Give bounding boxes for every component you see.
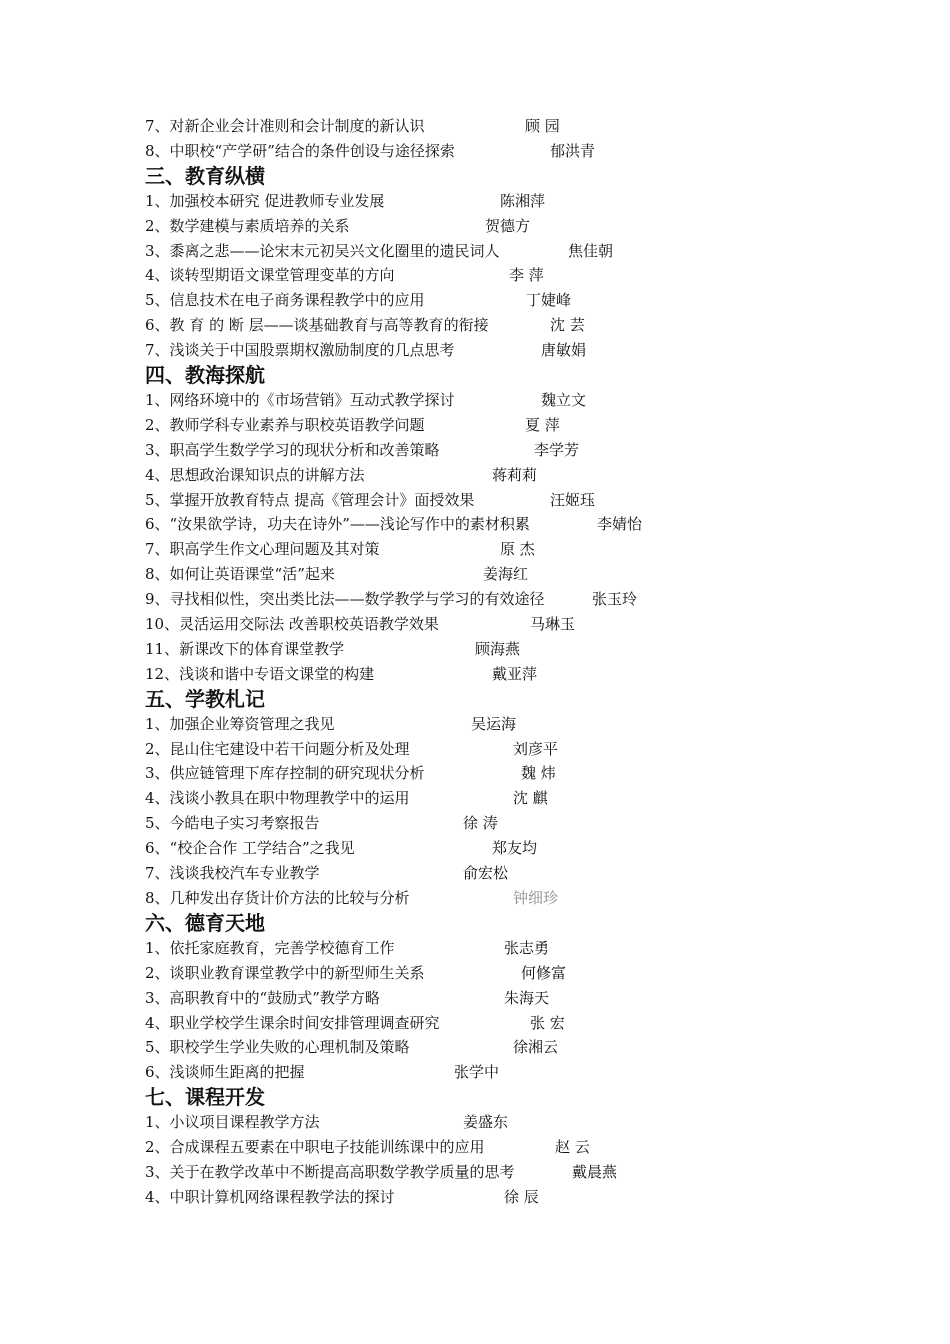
article-author: 张志勇 — [504, 938, 550, 957]
list-item — [145, 961, 665, 986]
article-title: 5、职校学生学业失败的心理机制及策略 — [145, 1038, 410, 1057]
article-title: 8、中职校“产学研”结合的条件创设与途径探索 — [145, 141, 455, 160]
article-title: 1、小议项目课程教学方法 — [145, 1113, 320, 1132]
list-item — [145, 537, 665, 562]
section-heading: 六、德育天地 — [145, 910, 265, 935]
article-title: 10、灵活运用交际法 改善职校英语教学效果 — [145, 615, 439, 634]
section-heading: 四、教海探航 — [145, 363, 265, 388]
article-title: 4、浅谈小教具在职中物理教学中的运用 — [145, 789, 410, 808]
article-author: 徐 涛 — [463, 814, 498, 833]
article-title: 4、职业学校学生课余时间安排管理调查研究 — [145, 1013, 440, 1032]
article-author: 朱海天 — [504, 988, 550, 1007]
article-author: 俞宏松 — [463, 864, 509, 883]
article-title: 2、谈职业教育课堂教学中的新型师生关系 — [145, 963, 425, 982]
article-title: 1、加强企业筹资管理之我见 — [145, 714, 335, 733]
list-item — [145, 114, 665, 139]
article-author: 沈 麒 — [513, 789, 548, 808]
table-of-contents — [145, 114, 665, 1210]
list-item — [145, 637, 665, 662]
article-title: 4、思想政治课知识点的讲解方法 — [145, 465, 365, 484]
list-item — [145, 512, 665, 537]
article-author: 张学中 — [454, 1063, 500, 1082]
article-title: 3、关于在教学改革中不断提高高职数学教学质量的思考 — [145, 1162, 515, 1181]
article-title: 7、浅谈我校汽车专业教学 — [145, 864, 320, 883]
article-author: 焦佳朝 — [568, 241, 614, 260]
article-author: 贺德方 — [485, 216, 531, 235]
list-item — [145, 338, 665, 363]
list-item — [145, 712, 665, 737]
article-title: 2、合成课程五要素在中职电子技能训练课中的应用 — [145, 1138, 485, 1157]
list-item — [145, 936, 665, 961]
list-item — [145, 587, 665, 612]
article-author: 徐 辰 — [504, 1187, 539, 1206]
article-title: 11、新课改下的体育课堂教学 — [145, 639, 345, 658]
article-title: 12、浅谈和谐中专语文课堂的构建 — [145, 664, 375, 683]
article-author: 戴晨燕 — [572, 1162, 618, 1181]
article-title: 4、中职计算机网络课程教学法的探讨 — [145, 1187, 395, 1206]
section-heading: 七、课程开发 — [145, 1085, 265, 1110]
article-title: 1、加强校本研究 促进教师专业发展 — [145, 191, 385, 210]
list-item — [145, 463, 665, 488]
article-author: 丁婕峰 — [526, 291, 572, 310]
article-author: 魏立文 — [541, 391, 587, 410]
article-author: 赵 云 — [555, 1138, 590, 1157]
list-item — [145, 761, 665, 786]
article-title: 3、黍离之悲——论宋末元初吴兴文化圈里的遗民词人 — [145, 241, 500, 260]
list-item — [145, 986, 665, 1011]
list-item — [145, 1060, 665, 1085]
list-item — [145, 1110, 665, 1135]
list-item — [145, 239, 665, 264]
article-title: 3、职高学生数学学习的现状分析和改善策略 — [145, 440, 440, 459]
article-author: 李 萍 — [509, 266, 544, 285]
article-author: 何修富 — [521, 963, 567, 982]
list-item — [145, 488, 665, 513]
article-title: 2、教师学科专业素养与职校英语教学问题 — [145, 415, 425, 434]
list-item — [145, 1135, 665, 1160]
article-title: 8、几种发出存货计价方法的比较与分析 — [145, 888, 410, 907]
article-author: 夏 萍 — [525, 415, 560, 434]
list-item — [145, 612, 665, 637]
list-item — [145, 1185, 665, 1210]
article-author: 顾 园 — [525, 117, 560, 135]
article-author: 吴运海 — [471, 714, 517, 733]
article-title: 3、供应链管理下库存控制的研究现状分析 — [145, 764, 425, 783]
list-item — [145, 189, 665, 214]
article-author: 张 宏 — [530, 1013, 565, 1032]
article-author: 郑友均 — [492, 839, 538, 858]
list-item — [145, 886, 665, 911]
article-author: 陈湘萍 — [500, 191, 546, 210]
article-title: 4、谈转型期语文课堂管理变革的方向 — [145, 266, 395, 285]
article-author: 姜海红 — [483, 565, 529, 584]
list-item — [145, 288, 665, 313]
list-item — [145, 786, 665, 811]
article-title: 3、高职教育中的“鼓励式”教学方略 — [145, 988, 380, 1007]
article-title: 7、浅谈关于中国股票期权激励制度的几点思考 — [145, 341, 455, 360]
list-item — [145, 139, 665, 164]
article-title: 7、职高学生作文心理问题及其对策 — [145, 540, 380, 559]
list-item — [145, 836, 665, 861]
article-author: 徐湘云 — [513, 1038, 559, 1057]
article-author: 汪姬珏 — [550, 490, 596, 509]
list-item — [145, 737, 665, 762]
list-item — [145, 263, 665, 288]
article-title: 9、寻找相似性，突出类比法——数学教学与学习的有效途径 — [145, 590, 545, 609]
list-item — [145, 1160, 665, 1185]
article-author: 戴亚萍 — [492, 664, 538, 683]
article-author: 张玉玲 — [592, 590, 638, 609]
article-title: 8、如何让英语课堂“活”起来 — [145, 565, 335, 584]
list-item — [145, 662, 665, 687]
article-author: 唐敏娟 — [541, 341, 587, 360]
list-item — [145, 214, 665, 239]
section-heading: 三、教育纵横 — [145, 163, 265, 188]
section-heading: 五、学教札记 — [145, 686, 265, 711]
list-item — [145, 562, 665, 587]
article-author: 马琳玉 — [530, 615, 576, 634]
article-title: 6、“校企合作 工学结合”之我见 — [145, 839, 355, 858]
article-title: 5、信息技术在电子商务课程教学中的应用 — [145, 291, 425, 310]
list-item — [145, 861, 665, 886]
article-title: 6、教 育 的 断 层——谈基础教育与高等教育的衔接 — [145, 316, 489, 335]
list-item — [145, 388, 665, 413]
article-author: 李婧怡 — [597, 515, 643, 534]
article-author: 蒋莉莉 — [492, 465, 538, 484]
article-title: 6、“汝果欲学诗，功夫在诗外”——浅论写作中的素材积累 — [145, 515, 530, 534]
article-title: 1、网络环境中的《市场营销》互动式教学探讨 — [145, 391, 455, 410]
article-title: 6、浅谈师生距离的把握 — [145, 1063, 305, 1082]
article-author: 原 杰 — [500, 540, 535, 559]
article-title: 2、数学建模与素质培养的关系 — [145, 216, 350, 235]
article-title: 2、昆山住宅建设中若干问题分析及处理 — [145, 739, 410, 758]
article-author: 钟细珍 — [513, 888, 559, 907]
list-item — [145, 438, 665, 463]
list-item — [145, 313, 665, 338]
list-item — [145, 413, 665, 438]
article-title: 5、掌握开放教育特点 提高《管理会计》面授效果 — [145, 490, 475, 509]
list-item — [145, 811, 665, 836]
article-author: 郁洪青 — [550, 141, 596, 160]
article-author: 刘彦平 — [513, 739, 559, 758]
article-title: 1、依托家庭教育，完善学校德育工作 — [145, 938, 395, 957]
article-author: 顾海燕 — [475, 639, 521, 658]
article-title: 5、今皓电子实习考察报告 — [145, 814, 320, 833]
article-author: 姜盛东 — [463, 1113, 509, 1132]
article-author: 魏 炜 — [521, 764, 556, 783]
article-title: 7、对新企业会计准则和会计制度的新认识 — [145, 117, 425, 135]
article-author: 沈 芸 — [550, 316, 585, 335]
list-item — [145, 1035, 665, 1060]
article-author: 李学芳 — [534, 440, 580, 459]
list-item — [145, 1011, 665, 1036]
